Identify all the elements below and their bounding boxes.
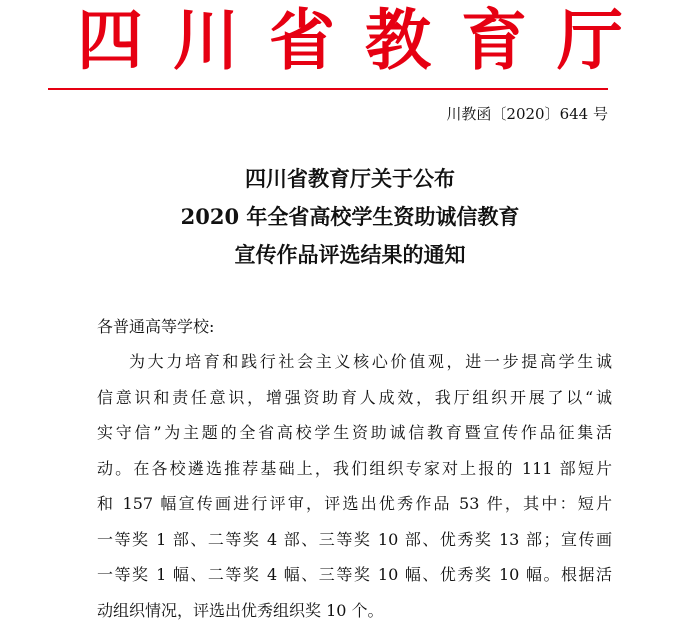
title-line-2: 2020 年全省高校学生资助诚信教育 bbox=[180, 204, 520, 229]
title-line-3: 宣传作品评选结果的通知 bbox=[234, 242, 466, 267]
title-line-1: 四川省教育厅关于公布 bbox=[245, 166, 455, 191]
masthead-red-rule bbox=[48, 88, 608, 90]
notice-title bbox=[0, 160, 700, 274]
masthead-title: 四川省教育厅 bbox=[77, 2, 653, 79]
body-line: 实守信”为主题的全省高校学生资助诚信教育暨宣传作品征集活 bbox=[97, 423, 612, 442]
body-line: 和 157 幅宣传画进行评审，评选出优秀作品 53 件，其中：短片 bbox=[97, 494, 612, 513]
body-line: 为大力培育和践行社会主义核心价值观，进一步提高学生诚 bbox=[129, 352, 612, 371]
body-paragraph bbox=[97, 344, 612, 628]
body-line: 信意识和责任意识，增强资助育人成效，我厅组织开展了以“诚 bbox=[97, 387, 612, 407]
body-line: 动。在各校遴选推荐基础上，我们组织专家对上报的 111 部短片 bbox=[97, 458, 612, 478]
body-line: 动组织情况，评选出优秀组织奖 10 个。 bbox=[97, 600, 384, 620]
body-line: 一等奖 1 幅、二等奖 4 幅、三等奖 10 幅、优秀奖 10 幅。根据活 bbox=[97, 565, 612, 584]
document-number: 川教函〔2020〕644 号 bbox=[446, 105, 608, 123]
body-line: 一等奖 1 部、二等奖 4 部、三等奖 10 部、优秀奖 13 部；宣传画 bbox=[97, 529, 612, 549]
salutation: 各普通高等学校: bbox=[97, 317, 215, 336]
